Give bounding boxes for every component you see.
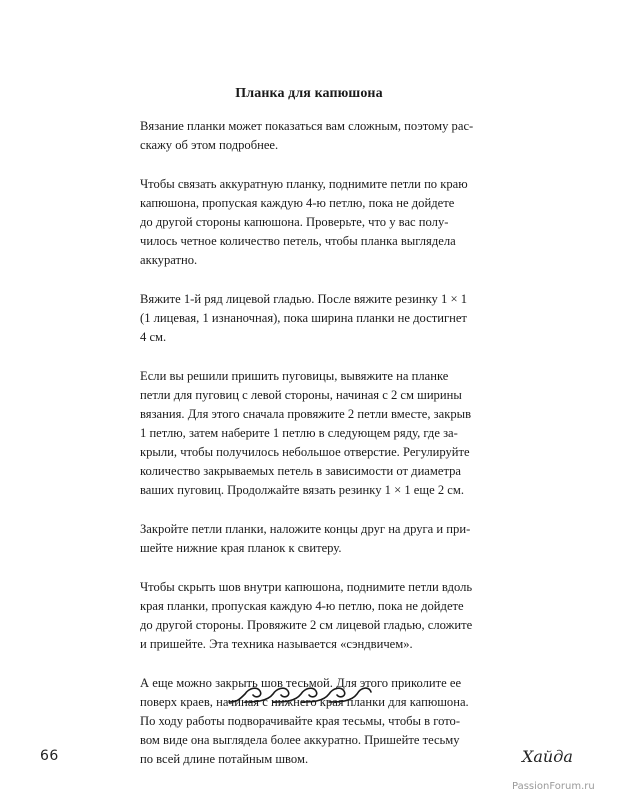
text-line: По ходу работы подворачивайте края тесьмы, чтобы в гото- [140,714,461,728]
text-line: количество закрываемых петель в зависимости от диаметра [140,464,462,478]
section-title: Планка для капюшона [235,86,383,101]
text-line: шейте нижние края планок к свитеру. [140,541,342,555]
text-line: чилось четное количество петель, чтобы планка выглядела [140,234,456,248]
text-line: до другой стороны. Провяжите 2 см лицевой гладью, сложите [140,618,473,632]
text-line: по всей длине потайным швом. [140,752,309,766]
text-line: (1 лицевая, 1 изнаночная), пока ширина планки не достигнет [140,311,467,325]
text-line: скажу об этом подробнее. [140,138,279,152]
watermark: PassionForum.ru [512,781,595,792]
text-line: края планки, пропуская каждую 4-ю петлю, пока не дойдете [140,599,464,613]
text-line: капюшона, пропуская каждую 4-ю петлю, пока не дойдете [140,196,455,210]
page-number: 66 [40,748,59,764]
text-line: петли для пуговиц с левой стороны, начиная с 2 см ширины [140,388,462,402]
text-line: аккуратно. [140,253,198,267]
paragraph [140,290,470,347]
text-line: А еще можно закрыть шов тесьмой. Для этого приколите ее [140,676,462,690]
text-line: Если вы решили пришить пуговицы, вывяжите на планке [140,369,449,383]
text-line: Закройте петли планки, наложите концы друг на друга и при- [140,522,471,536]
text-line: вязания. Для этого сначала провяжите 2 петли вместе, закрыв [140,407,472,421]
text-line: 1 петлю, затем наберите 1 петлю в следующем ряду, где за- [140,426,458,440]
text-line: крыли, чтобы получилось небольшое отверстие. Регулируйте [140,445,470,459]
text-line: до другой стороны капюшона. Проверьте, что у вас полу- [140,215,449,229]
paragraph [140,117,474,155]
text-line: Чтобы связать аккуратную планку, поднимите петли по краю [140,177,468,191]
text-line: поверх краев, начиная с нижнего края планки для капюшона. [140,695,469,709]
paragraph [140,367,470,500]
text-line: ваших пуговиц. Продолжайте вязать резинку 1 × 1 еще 2 см. [140,483,464,497]
paragraph [140,175,470,270]
text-line: вом виде она выглядела более аккуратно. Пришейте тесьму [140,733,460,747]
brand-name: Хайда [522,747,573,766]
text-line: 4 см. [140,330,167,344]
text-line: Вяжите 1-й ряд лицевой гладью. После вяжите резинку 1 × 1 [140,292,468,306]
text-line: Чтобы скрыть шов внутри капюшона, поднимите петли вдоль [140,580,473,594]
wave-ornament-icon [227,680,373,706]
text-line: Вязание планки может показаться вам сложным, поэтому рас- [140,119,474,133]
paragraph [140,578,473,654]
paragraph [140,520,470,558]
text-line: и пришейте. Эта техника называется «сэндвичем». [140,637,413,651]
